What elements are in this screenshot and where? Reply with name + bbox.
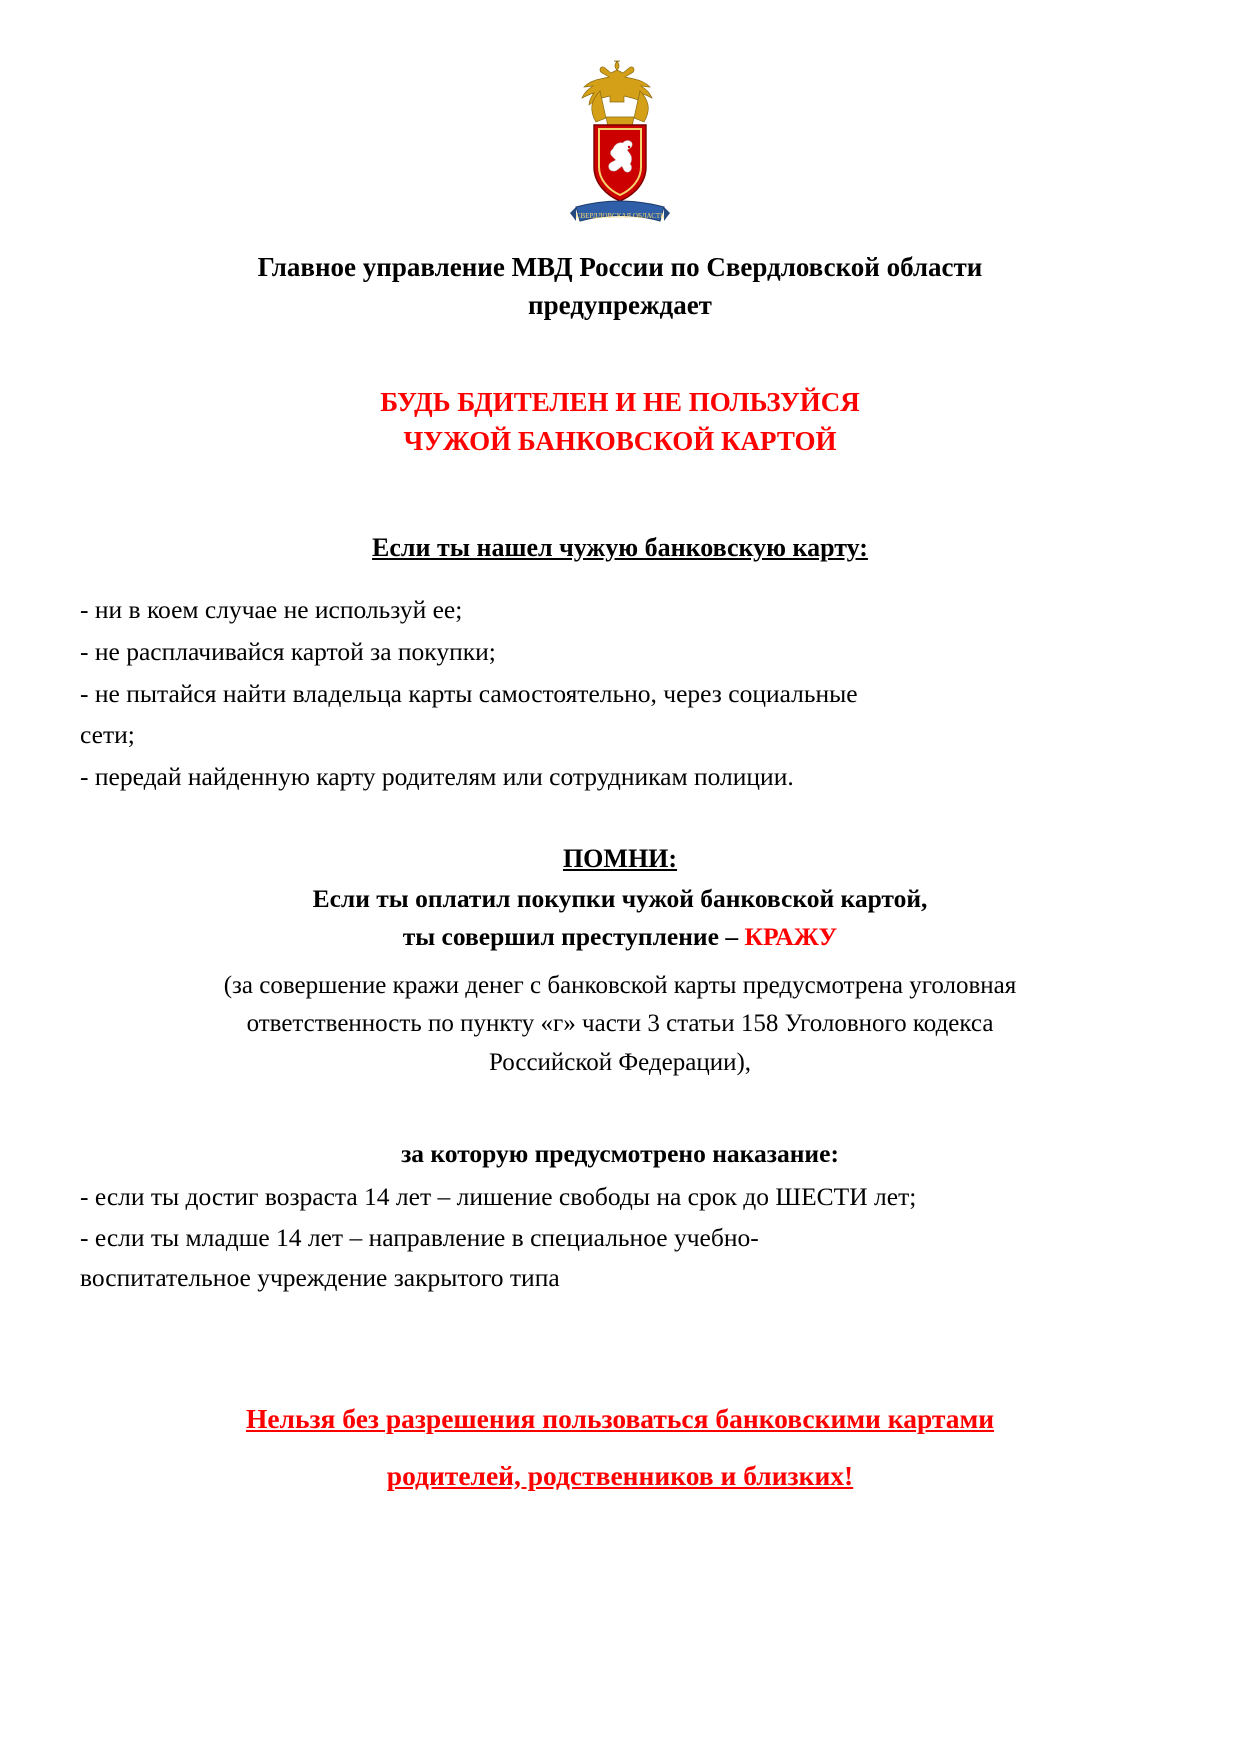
remember-heading: ПОМНИ:	[562, 844, 678, 873]
remember-line-2	[80, 918, 1160, 956]
warning-headline	[80, 383, 1160, 461]
warning-line-2: ЧУЖОЙ БАНКОВСКОЙ КАРТОЙ	[403, 425, 837, 456]
mvd-sverdlovsk-emblem-icon	[550, 55, 690, 230]
emblem-container	[80, 55, 1160, 240]
legal-note-line: ответственность по пункту «г» части 3 статьи 158 Уголовного кодекса	[246, 1010, 994, 1038]
legal-note	[80, 967, 1160, 1083]
found-card-list	[80, 589, 1160, 798]
list-item: - не расплачивайся картой за покупки;	[80, 636, 496, 666]
legal-note-line: (за совершение кражи денег с банковской карты предусмотрена уголовная	[223, 971, 1017, 999]
punishment-heading: за которую предусмотрено наказание:	[401, 1138, 839, 1168]
final-warning-line-2: родителей, родственников и близких!	[386, 1459, 854, 1491]
found-card-heading: Если ты нашел чужую банковскую карту:	[372, 532, 868, 562]
org-title-line-1: Главное управление МВД России по Свердловской области	[257, 252, 983, 282]
org-title-line-2: предупреждает	[528, 290, 712, 321]
list-item: сети;	[80, 720, 135, 750]
list-item: - не пытайся найти владельца карты самостоятельно, через социальные	[80, 678, 858, 708]
legal-note-line: Российской Федерации),	[488, 1049, 752, 1076]
list-item: - если ты младше 14 лет – направление в специальное учебно-	[80, 1222, 759, 1252]
list-item: воспитательное учреждение закрытого типа	[80, 1263, 560, 1293]
theft-accent-word: КРАЖУ	[744, 922, 838, 952]
warning-line-1: БУДЬ БДИТЕЛЕН И НЕ ПОЛЬЗУЙСЯ	[380, 386, 860, 417]
remember-subheading	[80, 880, 1160, 957]
list-item: - передай найденную карту родителям или сотрудникам полиции.	[80, 762, 794, 792]
list-item: - ни в коем случае не используй ее;	[80, 594, 463, 624]
remember-line-1: Если ты оплатил покупки чужой банковской картой,	[312, 884, 928, 913]
final-warning	[80, 1391, 1160, 1504]
list-item: - если ты достиг возраста 14 лет – лишение свободы на срок до ШЕСТИ лет;	[80, 1181, 917, 1211]
page-title	[115, 248, 1125, 325]
remember-line-2-prefix: ты совершил преступление –	[402, 922, 745, 952]
svg-text:СВЕРДЛОВСКАЯ ОБЛАСТЬ: СВЕРДЛОВСКАЯ ОБЛАСТЬ	[575, 212, 665, 220]
final-warning-line-1: Нельзя без разрешения пользоваться банковскими картами	[245, 1403, 995, 1435]
punishment-list	[80, 1177, 1160, 1299]
